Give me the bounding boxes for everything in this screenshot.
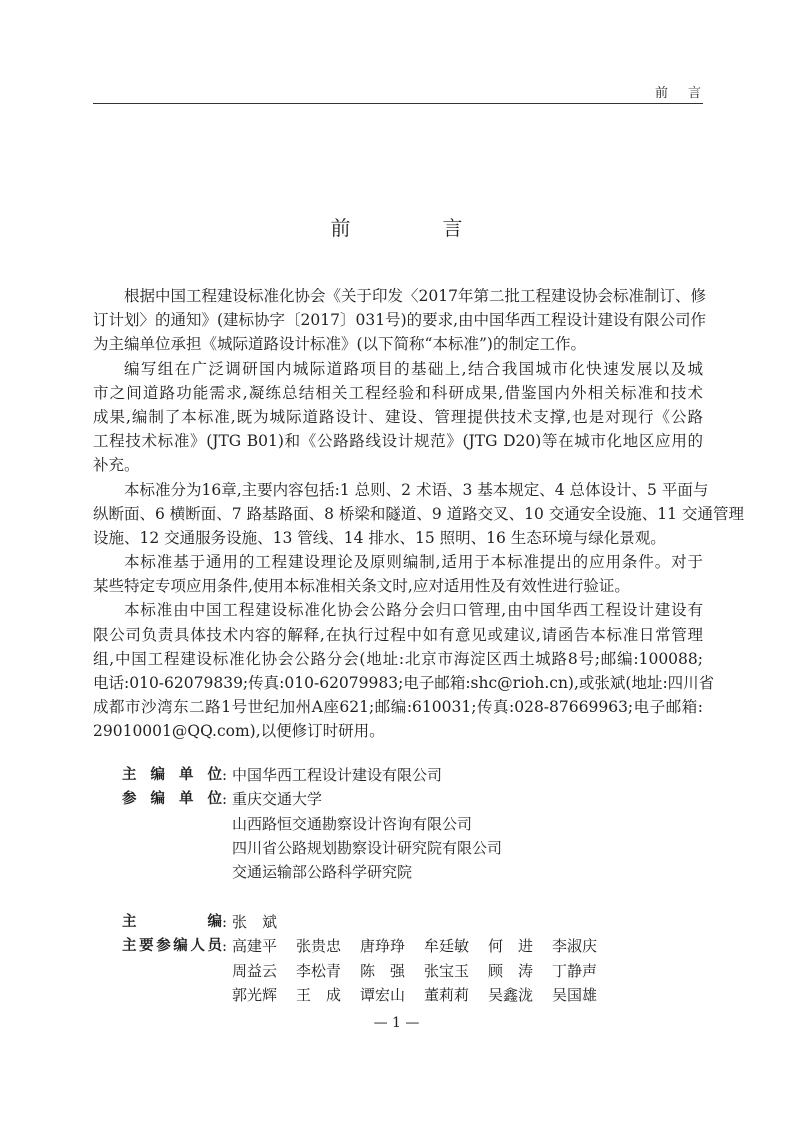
participating-label	[122, 836, 222, 860]
member-name: 郭光辉	[232, 985, 278, 1004]
member-name: 周益云	[232, 961, 278, 980]
paragraph-line: 限公司负责具体技术内容的解释,在执行过程中如有意见或建议,请函告本标准日常管理	[93, 625, 703, 644]
paragraph-line: 为主编单位承担《城际道路设计标准》(以下简称“本标准”)的制定工作。	[93, 335, 586, 354]
participating-unit: 山西路恒交通勘察设计咨询有限公司	[232, 814, 473, 833]
paragraph-line: 成果,编制了本标准,既为城际道路设计、建设、管理提供技术支撑,也是对现行《公路	[93, 407, 703, 426]
member-name: 唐琤琤	[360, 937, 406, 956]
member-name: 丁静声	[552, 961, 598, 980]
member-name: 陈 强	[360, 961, 406, 980]
member-name: 李淑庆	[552, 937, 598, 956]
colon	[222, 959, 232, 983]
units-block	[122, 763, 502, 884]
colon	[222, 860, 232, 884]
paragraph-line: 纵断面、6 横断面、7 路基路面、8 桥梁和隧道、9 道路交叉、10 交通安全设施、11 交通管理	[93, 504, 744, 523]
member-name: 王 成	[296, 985, 342, 1004]
member-name: 何 进	[488, 937, 534, 956]
members-label	[122, 959, 222, 983]
member-name: 顾 涛	[488, 961, 534, 980]
paragraph-line: 订计划〉的通知》(建标协字〔2017〕031号)的要求,由中国华西工程设计建设有限公司作	[93, 311, 707, 330]
colon: :	[222, 937, 228, 956]
participating-label	[122, 860, 222, 884]
paragraph-line: 本标准基于通用的工程建设理论及原则编制,适用于本标准提出的应用条件。对于	[124, 553, 703, 572]
member-names-row	[232, 934, 616, 958]
participating-label	[122, 812, 222, 836]
chief-editor: 张 斌	[232, 913, 278, 931]
chief-editor-label: 主编	[122, 914, 222, 930]
member-name: 董莉莉	[424, 985, 470, 1004]
members-label	[122, 983, 222, 1007]
member-name: 李松青	[296, 961, 342, 980]
paragraph-line: 设施、12 交通服务设施、13 管线、14 排水、15 照明、16 生态环境与绿化景观。	[93, 528, 666, 547]
paragraph-line: 工程技术标准》(JTG B01)和《公路路线设计规范》(JTG D20)等在城市化地区应用的	[93, 432, 703, 451]
member-name: 谭宏山	[360, 985, 406, 1004]
colon: :	[222, 913, 228, 931]
running-header: 前言	[654, 86, 721, 101]
page-number: — 1 —	[373, 1015, 420, 1031]
colon	[222, 983, 232, 1007]
chief-unit-label: 主编单位	[122, 767, 222, 783]
member-name: 吴国雄	[552, 985, 598, 1004]
colon	[222, 812, 232, 836]
member-name: 张宝玉	[424, 961, 470, 980]
member-names-row	[232, 983, 616, 1007]
member-names-row	[232, 959, 616, 983]
paragraph-line: 组,中国工程建设标准化协会公路分会(地址:北京市海淀区西土城路8号;邮编:100088;	[93, 649, 703, 668]
paragraph-line: 市之间道路功能需求,凝练总结相关工程经验和科研成果,借鉴国内外相关标准和技术	[93, 383, 703, 402]
chief-unit: 中国华西工程设计建设有限公司	[232, 766, 443, 784]
paragraph-line: 成都市沙湾东二路1号世纪加州A座621;邮编:610031;传真:028-87669963;电子邮箱:	[93, 698, 703, 717]
participating-unit: 交通运输部公路科学研究院	[232, 863, 413, 882]
participating-unit: 重庆交通大学	[232, 790, 323, 809]
paragraph-line: 编写组在广泛调研国内城际道路项目的基础上,结合我国城市化快速发展以及城	[124, 359, 703, 378]
participating-unit: 四川省公路规划勘察设计研究院有限公司	[232, 838, 503, 857]
staff-block	[122, 910, 616, 1007]
page-title: 前 言	[330, 216, 499, 240]
paragraph-line: 本标准分为16章,主要内容包括:1 总则、2 术语、3 基本规定、4 总体设计、5 平面与	[124, 480, 709, 499]
paragraph-line: 某些特定专项应用条件,使用本标准相关条文时,应对适用性及有效性进行验证。	[93, 577, 630, 596]
paragraph-line: 本标准由中国工程建设标准化协会公路分会归口管理,由中国华西工程设计建设有	[124, 601, 703, 620]
member-name: 牟廷敏	[424, 937, 470, 956]
member-name: 高建平	[232, 937, 278, 956]
paragraph-line: 根据中国工程建设标准化协会《关于印发〈2017年第二批工程建设协会标准制订、修	[124, 287, 706, 305]
member-name: 张贵忠	[296, 937, 342, 956]
member-name: 吴鑫泷	[488, 985, 534, 1004]
paragraph-line: 29010001@QQ.com),以便修订时研用。	[93, 722, 385, 741]
paragraph-line: 电话:010-62079839;传真:010-62079983;电子邮箱:shc@rioh.cn),或张斌(地址:四川省	[93, 674, 715, 692]
header-rule	[93, 103, 703, 104]
colon: :	[222, 766, 228, 784]
colon	[222, 836, 232, 860]
paragraph-line: 补充。	[93, 456, 140, 475]
preface-body	[93, 284, 744, 744]
colon: :	[222, 790, 228, 809]
members-label: 主要参编人员	[122, 938, 222, 955]
participating-label: 参编单位	[122, 791, 222, 808]
